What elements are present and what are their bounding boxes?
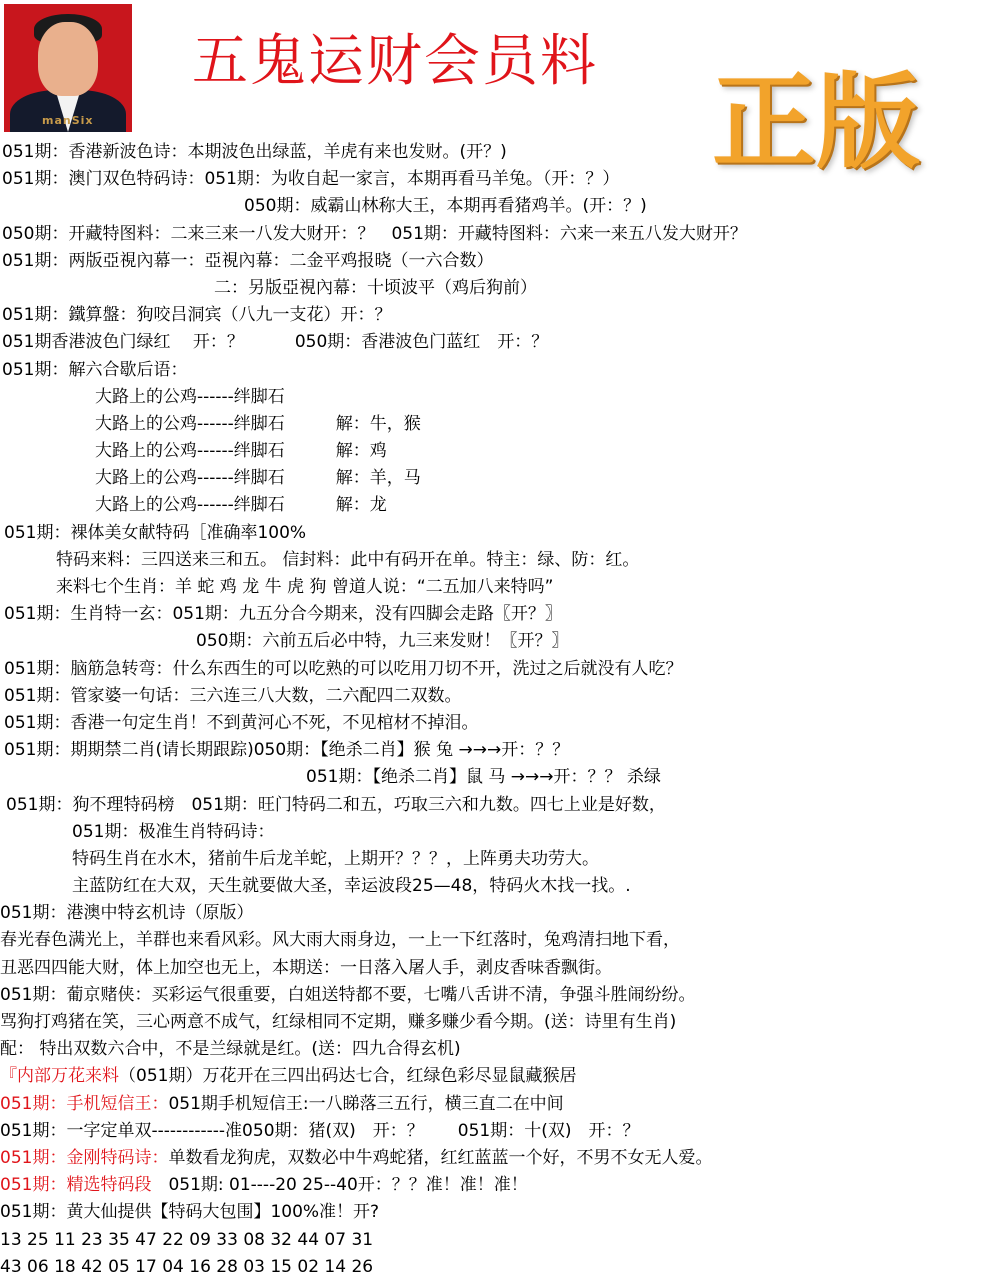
- text-line: [0, 1199, 992, 1226]
- text-line: [0, 221, 992, 248]
- line-text: 051期：管家婆一句话：三六连三八大数，二六配四二双数。: [4, 685, 462, 706]
- text-line: [0, 438, 992, 465]
- text-line: [0, 955, 992, 982]
- text-line: [0, 601, 992, 628]
- line-text: 特码生肖在水木，猪前牛后龙羊蛇，上期开？？？，上阵勇夫功劳大。: [72, 848, 599, 869]
- text-line: [0, 411, 992, 438]
- text-line: [0, 628, 992, 655]
- line-text: 二：另版亞視內幕：十顷波平（鸡后狗前）: [214, 277, 537, 298]
- text-line: [0, 873, 992, 900]
- line-text: 051期：一字定单双------------准050期：猪(双) 开：？ 051期：十(双) 开：？: [0, 1120, 640, 1141]
- photo-watermark: manSix: [42, 114, 94, 127]
- line-text: 051期手机短信王:一八睇落三五行，横三直二在中间: [168, 1093, 564, 1114]
- highlight-label: 051期：金刚特码诗：: [0, 1147, 169, 1168]
- text-line: [0, 329, 992, 356]
- authentic-stamp: 正版: [712, 60, 921, 183]
- text-line: [0, 302, 992, 329]
- line-text: 特码来料：三四送来三和五。 信封料：此中有码开在单。特主：绿、防：红。: [56, 549, 640, 570]
- text-line: [0, 1009, 992, 1036]
- text-line: [0, 1227, 992, 1254]
- photo-face: [38, 22, 98, 96]
- line-text: 13 25 11 23 35 47 22 09 33 08 32 44 07 31: [0, 1229, 374, 1250]
- line-text: 43 06 18 42 05 17 04 16 28 03 15 02 14 26: [0, 1256, 374, 1277]
- text-line: [0, 1063, 992, 1090]
- text-line: [0, 1145, 992, 1172]
- text-line: [0, 465, 992, 492]
- highlight-label: 051期：精选特码段: [0, 1175, 152, 1196]
- line-text: 051期：香港一句定生肖！不到黄河心不死，不见棺材不掉泪。: [4, 712, 479, 733]
- line-text: 051期：两版亞視內幕一：亞視內幕：二金平鸡报晓（一六合数）: [2, 250, 494, 271]
- line-text: 丑恶四四能大财，体上加空也无上，本期送：一日落入屠人手，剥皮香味香飘街。: [0, 957, 612, 978]
- text-line: [0, 764, 992, 791]
- line-text: 051期香港波色门绿红 开：？ 050期：香港波色门蓝红 开：？: [2, 332, 549, 353]
- line-text: 051期：港澳中特玄机诗（原版）: [0, 903, 254, 924]
- line-text: 配： 特出双数六合中，不是兰绿就是红。(送：四九合得玄机): [0, 1039, 461, 1060]
- line-text: 051期：生肖特一玄：051期：九五分合今期来，没有四脚会走路〖开？〗: [4, 604, 562, 625]
- line-text: （051期）万花开在三四出码达七合，红绿色彩尽显鼠藏猴居: [119, 1066, 577, 1087]
- line-text: 来料七个生肖：羊 蛇 鸡 龙 牛 虎 狗 曾道人说：“二五加八来特吗”: [56, 577, 554, 597]
- text-line: [0, 737, 992, 764]
- line-text: 单数看龙狗虎，双数必中牛鸡蛇猪，红红蓝蓝一个好，不男不女无人爱。: [168, 1147, 713, 1168]
- text-line: [0, 819, 992, 846]
- highlight-label: 『内部万花来料: [0, 1066, 119, 1087]
- line-text: 051期：裸体美女献特码［准确率100%: [4, 522, 307, 543]
- line-text: 大路上的公鸡------绊脚石 解：龙: [95, 495, 387, 516]
- text-line: [0, 248, 992, 275]
- text-line: [0, 982, 992, 1009]
- line-text: 050期：六前五后必中特，九三来发财！〖开？〗: [196, 631, 569, 652]
- line-text: 051期: 01----20 25--40开：？？准！准！准！: [151, 1175, 528, 1196]
- line-text: 051期：鐵算盤：狗咬吕洞宾（八九一支花）开：？: [2, 305, 392, 326]
- line-text: 051期：极准生肖特码诗：: [72, 821, 275, 842]
- host-photo: [4, 4, 132, 132]
- line-text: 051期：澳门双色特码诗：051期：为收自起一家言，本期再看马羊兔。（开：？）: [2, 169, 620, 190]
- text-line: [0, 139, 992, 166]
- text-line: [0, 656, 992, 683]
- text-line: [0, 384, 992, 411]
- line-text: 051期：狗不理特码榜 051期：旺门特码二和五，巧取三六和九数。四七上业是好数，: [6, 794, 666, 815]
- line-text: 大路上的公鸡------绊脚石 解：牛，猴: [95, 413, 421, 434]
- highlight-label: 051期：手机短信王：: [0, 1093, 169, 1114]
- text-line: [0, 1254, 992, 1281]
- text-line: [0, 846, 992, 873]
- page-title: 五鬼运财会员料: [192, 29, 598, 94]
- text-line: [0, 927, 992, 954]
- line-text: 051期：黄大仙提供【特码大包围】100%准！开?: [0, 1202, 380, 1223]
- text-line: [0, 492, 992, 519]
- line-text: 051期：期期禁二肖(请长期跟踪)050期：【绝杀二肖】猴 兔 →→→开：？？: [4, 740, 570, 761]
- text-line: [0, 574, 992, 601]
- line-text: 大路上的公鸡------绊脚石: [95, 386, 285, 407]
- text-line: [0, 547, 992, 574]
- forecast-content: [0, 139, 992, 1281]
- text-line: [0, 166, 992, 193]
- line-text: 051期：【绝杀二肖】鼠 马 →→→开：？？ 杀绿: [306, 767, 661, 788]
- text-line: [0, 1118, 992, 1145]
- line-text: 051期：解六合歇后语：: [2, 359, 188, 380]
- line-text: 051期：脑筋急转弯：什么东西生的可以吃熟的可以吃用刀切不开，洗过之后就没有人吃？: [4, 658, 683, 679]
- line-text: 051期：葡京赌侠：买彩运气很重要，白姐送特都不要，七嘴八舌讲不清，争强斗胜闹纷纷。: [0, 984, 696, 1005]
- text-line: [0, 1036, 992, 1063]
- line-text: 骂狗打鸡猪在笑，三心两意不成气，红绿相同不定期，赚多赚少看今期。(送：诗里有生肖): [0, 1012, 677, 1032]
- line-text: 051期：香港新波色诗：本期波色出绿蓝，羊虎有来也发财。(开？): [2, 142, 507, 162]
- line-text: 大路上的公鸡------绊脚石 解：羊，马: [95, 468, 421, 489]
- line-text: 春光春色满光上，羊群也来看风彩。风大雨大雨身边，一上一下红落时，兔鸡清扫地下看，: [0, 930, 680, 951]
- line-text: 主蓝防红在大双，天生就要做大圣，幸运波段25—48，特码火木找一找。.: [72, 876, 631, 897]
- text-line: [0, 275, 992, 302]
- line-text: 050期：威霸山林称大王，本期再看猪鸡羊。(开：？): [244, 196, 647, 217]
- text-line: [0, 900, 992, 927]
- text-line: [0, 193, 992, 220]
- text-line: [0, 1172, 992, 1199]
- text-line: [0, 792, 992, 819]
- text-line: [0, 710, 992, 737]
- text-line: [0, 520, 992, 547]
- text-line: [0, 357, 992, 384]
- text-line: [0, 1091, 992, 1118]
- line-text: 大路上的公鸡------绊脚石 解：鸡: [95, 441, 387, 462]
- line-text: 050期：开藏特图料：二来三来一八发大财开：？ 051期：开藏特图料：六来一来五八发大财开？: [2, 223, 747, 244]
- text-line: [0, 683, 992, 710]
